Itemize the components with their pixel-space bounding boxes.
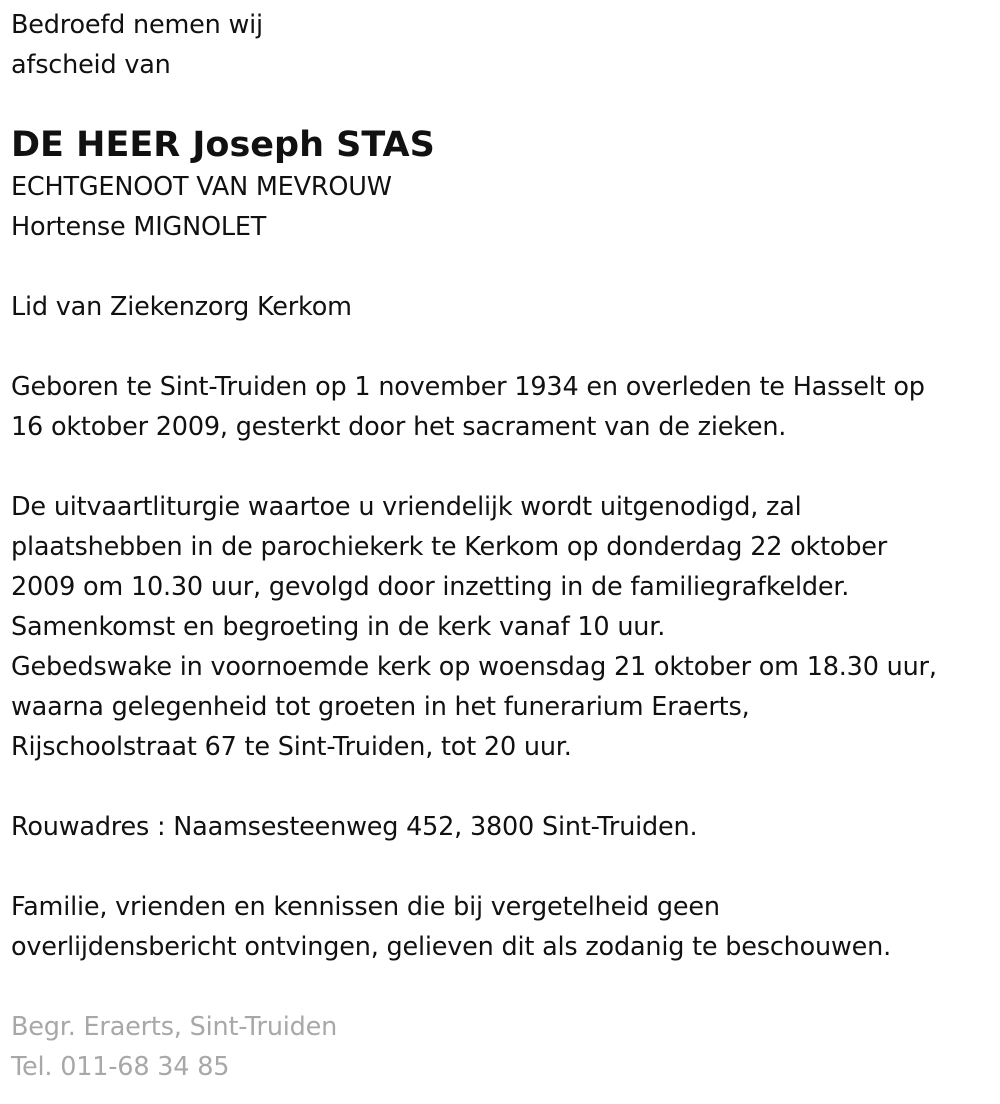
funeral-line: 2009 om 10.30 uur, gevolgd door inzetting in de familiegrafkelder.	[11, 572, 850, 602]
deceased-block	[11, 124, 991, 247]
intro-block	[11, 5, 991, 85]
closing-line: overlijdensbericht ontvingen, gelieven dit als zodanig te beschouwen.	[11, 932, 892, 962]
birth-death-line: Geboren te Sint-Truiden op 1 november 1934 en overleden te Hasselt op	[11, 372, 925, 402]
closing-block	[11, 887, 991, 967]
spacer	[11, 447, 991, 487]
undertaker-phone: Tel. 011-68 34 85	[11, 1052, 230, 1082]
funeral-line: Samenkomst en begroeting in de kerk vanaf 10 uur.	[11, 612, 666, 642]
funeral-line: Gebedswake in voornoemde kerk op woensdag 21 oktober om 18.30 uur,	[11, 652, 937, 682]
spacer	[11, 847, 991, 887]
birth-death-block	[11, 367, 991, 447]
obituary-notice	[11, 5, 991, 1087]
spacer	[11, 247, 991, 287]
spacer	[11, 85, 991, 125]
spacer	[11, 967, 991, 1007]
undertaker-block	[11, 1007, 991, 1087]
funeral-line: plaatshebben in de parochiekerk te Kerkom op donderdag 22 oktober	[11, 532, 888, 562]
spacer	[11, 327, 991, 367]
spouse-name: Hortense MIGNOLET	[11, 212, 267, 242]
spouse-title: ECHTGENOOT VAN MEVROUW	[11, 172, 392, 202]
funeral-line: Rijschoolstraat 67 te Sint-Truiden, tot 20 uur.	[11, 732, 572, 762]
intro-line: afscheid van	[11, 50, 171, 80]
intro-line: Bedroefd nemen wij	[11, 10, 263, 40]
birth-death-line: 16 oktober 2009, gesterkt door het sacrament van de zieken.	[11, 412, 787, 442]
spacer	[11, 767, 991, 807]
mourning-address: Rouwadres : Naamsesteenweg 452, 3800 Sint-Truiden.	[11, 812, 698, 842]
funeral-block	[11, 487, 991, 767]
closing-line: Familie, vrienden en kennissen die bij vergetelheid geen	[11, 892, 720, 922]
funeral-line: De uitvaartliturgie waartoe u vriendelijk wordt uitgenodigd, zal	[11, 492, 802, 522]
deceased-name: DE HEER Joseph STAS	[11, 125, 435, 165]
membership-text: Lid van Ziekenzorg Kerkom	[11, 292, 352, 322]
funeral-line: waarna gelegenheid tot groeten in het funerarium Eraerts,	[11, 692, 750, 722]
undertaker-name: Begr. Eraerts, Sint-Truiden	[11, 1012, 338, 1042]
